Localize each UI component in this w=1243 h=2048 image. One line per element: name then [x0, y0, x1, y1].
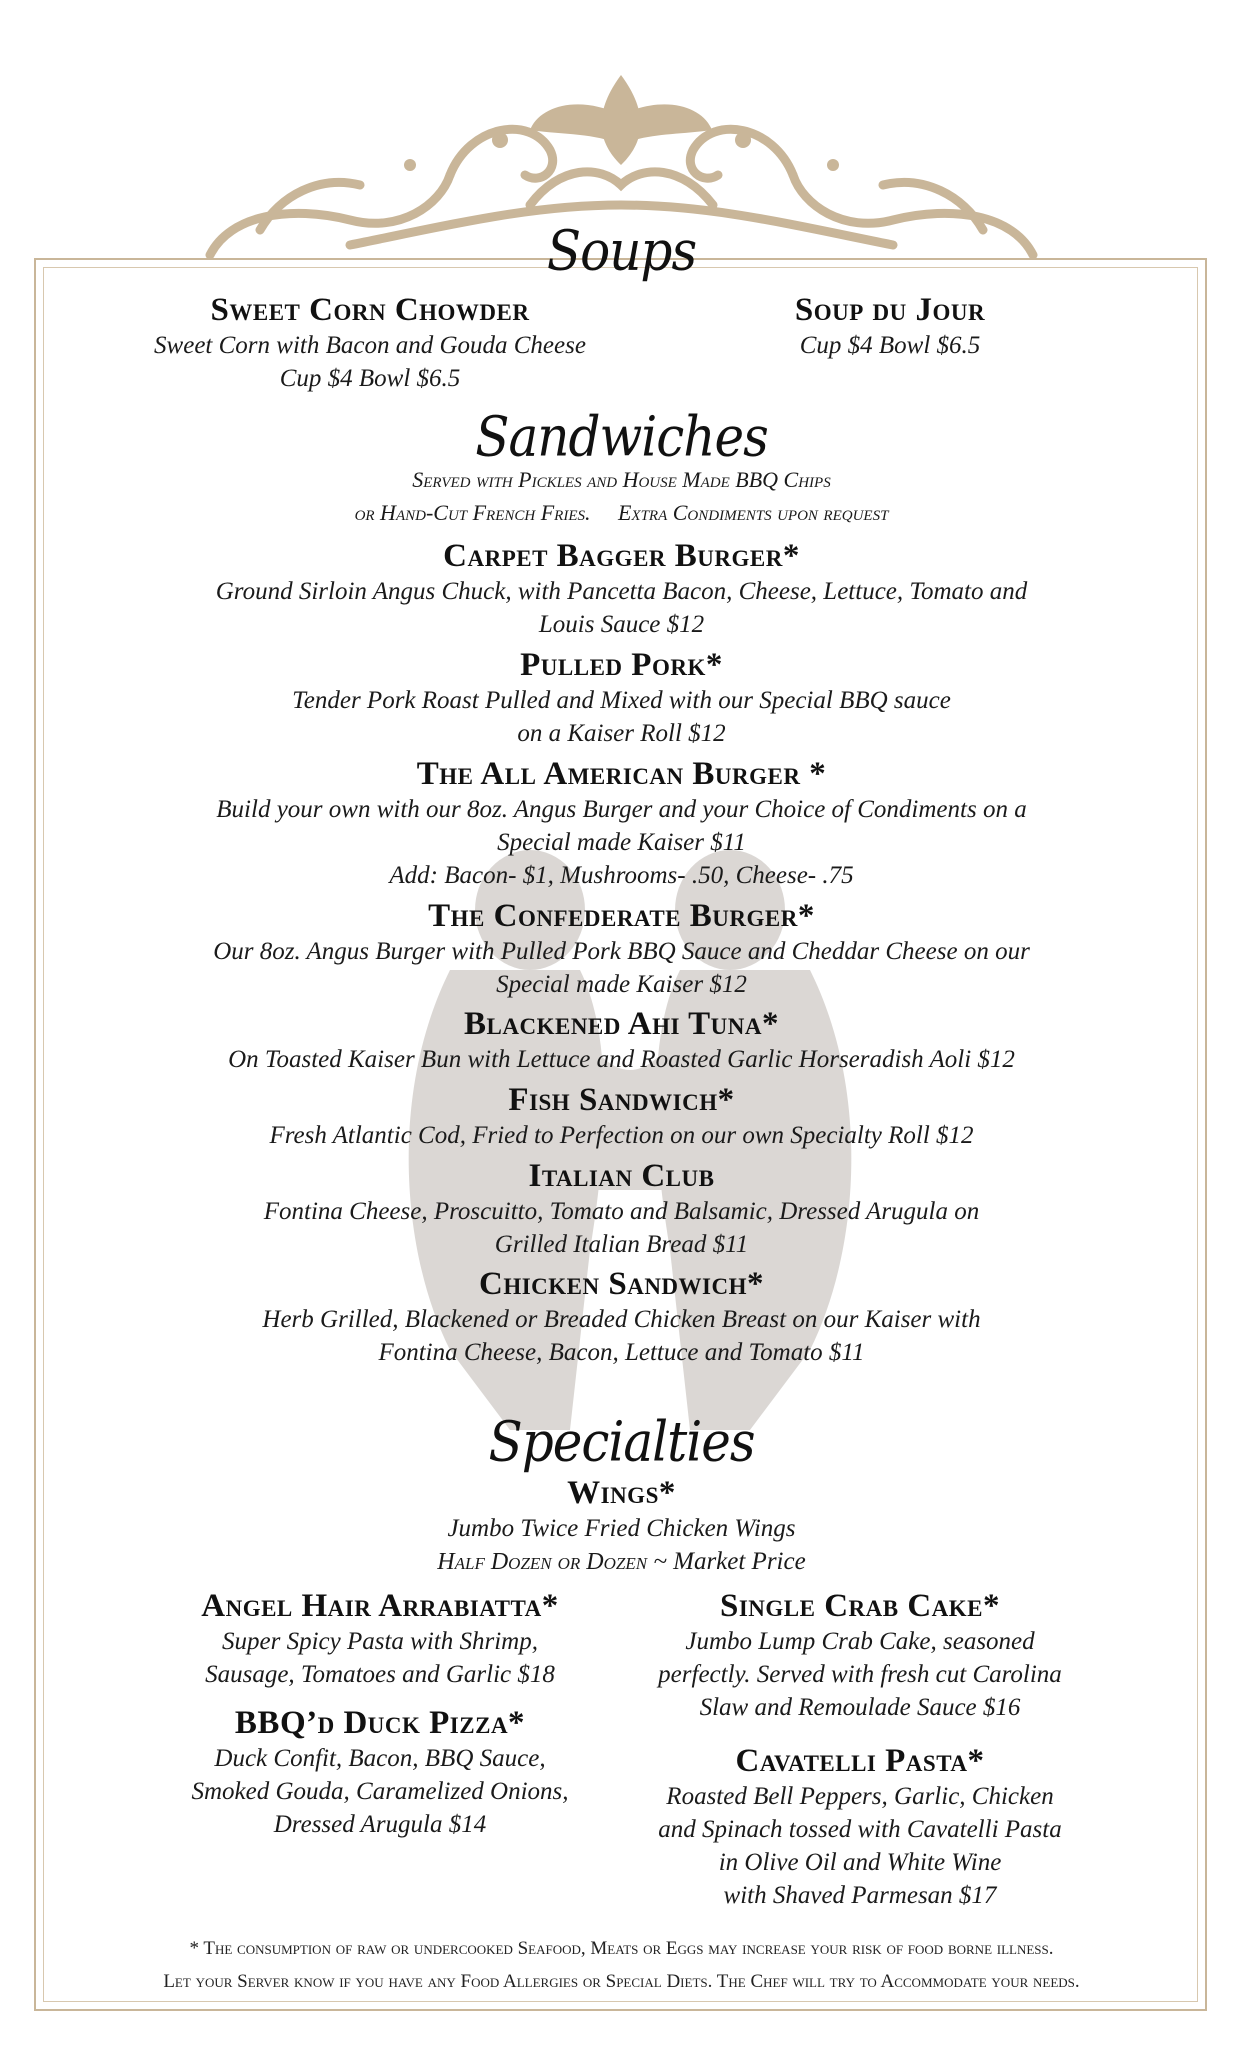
item-name: Italian Club — [528, 1158, 715, 1194]
item-description: Slaw and Remoulade Sauce $16 — [699, 1694, 1021, 1721]
allergy-footnote — [50, 1932, 1193, 1998]
item-description: On Toasted Kaiser Bun with Lettuce and Roasted Garlic Horseradish Aoli $12 — [228, 1046, 1015, 1073]
item-name: Blackened Ahi Tuna* — [464, 1006, 779, 1042]
item-name: Fish Sandwich* — [508, 1082, 735, 1118]
specialties-heading: Specialties — [488, 1410, 755, 1474]
item-description: Dressed Arugula $14 — [273, 1811, 487, 1838]
item-description: Ground Sirloin Angus Chuck, with Pancetta Bacon, Cheese, Lettuce, Tomato and — [215, 578, 1028, 605]
soup-name: Soup du Jour — [794, 292, 986, 328]
item-description: Special made Kaiser $11 — [497, 829, 746, 856]
item-description: Tender Pork Roast Pulled and Mixed with our Special BBQ sauce — [292, 687, 951, 714]
menu-item-cavatelli-pasta — [610, 1743, 1110, 1912]
item-name: Chicken Sandwich* — [478, 1266, 764, 1302]
soup-name: Sweet Corn Chowder — [210, 292, 530, 328]
item-description: Sausage, Tomatoes and Garlic $18 — [205, 1661, 555, 1688]
menu-item-angel-hair-arrabiatta — [140, 1588, 620, 1691]
item-price: ~ Market Price — [653, 1548, 806, 1575]
item-name: Wings* — [567, 1475, 676, 1511]
item-name: The Confederate Burger* — [428, 898, 815, 934]
item-description: Grilled Italian Bread $11 — [494, 1231, 749, 1258]
item-description: Roasted Bell Peppers, Garlic, Chicken — [666, 1783, 1054, 1810]
item-price-line — [100, 1545, 1143, 1579]
item-description: Fontina Cheese, Bacon, Lettuce and Tomato $11 — [378, 1339, 865, 1366]
item-size-options: Half Dozen or Dozen — [437, 1549, 648, 1575]
item-description: Fontina Cheese, Proscuitto, Tomato and Balsamic, Dressed Arugula on — [263, 1198, 980, 1225]
soup-item-sweet-corn-chowder — [100, 292, 640, 395]
soup-item-soup-du-jour — [690, 292, 1090, 362]
item-name: Cavatelli Pasta* — [735, 1743, 985, 1779]
item-description: with Shaved Parmesan $17 — [723, 1882, 997, 1909]
item-name: Angel Hair Arrabiatta* — [201, 1588, 559, 1624]
item-addons: Add: Bacon- $1, Mushrooms- .50, Cheese- .75 — [389, 862, 854, 889]
item-description: Fresh Atlantic Cod, Fried to Perfection on our own Specialty Roll $12 — [269, 1122, 974, 1149]
item-description: Build your own with our 8oz. Angus Burger and your Choice of Condiments on a — [216, 796, 1027, 823]
menu-item-italian-club — [100, 1158, 1143, 1261]
item-description: Smoked Gouda, Caramelized Onions, — [191, 1778, 569, 1805]
item-description: Jumbo Lump Crab Cake, seasoned — [685, 1628, 1035, 1655]
item-description: Special made Kaiser $12 — [496, 971, 747, 998]
item-description: in Olive Oil and White Wine — [718, 1849, 1002, 1876]
soups-heading: Soups — [546, 219, 697, 283]
item-description: on a Kaiser Roll $12 — [517, 720, 726, 747]
menu-item-carpet-bagger-burger — [100, 538, 1143, 641]
item-description: Herb Grilled, Blackened or Breaded Chicken Breast on our Kaiser with — [262, 1306, 981, 1333]
menu-item-blackened-ahi-tuna — [100, 1006, 1143, 1076]
menu-item-pulled-pork — [100, 647, 1143, 750]
menu-item-single-crab-cake — [610, 1588, 1110, 1724]
menu-item-bbq-duck-pizza — [140, 1705, 620, 1841]
menu-item-chicken-sandwich — [100, 1266, 1143, 1369]
item-description: perfectly. Served with fresh cut Carolina — [658, 1661, 1062, 1688]
sandwiches-note-line: Served with Pickles and House Made BBQ Chips — [412, 467, 831, 492]
menu-item-fish-sandwich — [100, 1082, 1143, 1152]
sandwiches-heading: Sandwiches — [475, 405, 768, 469]
menu-item-confederate-burger — [100, 898, 1143, 1001]
footnote-line: Let your Server know if you have any Food Allergies or Special Diets. The Chef will try to Accommodate your needs. — [163, 1971, 1080, 1992]
item-description: Jumbo Twice Fried Chicken Wings — [447, 1515, 796, 1542]
item-description: Super Spicy Pasta with Shrimp, — [222, 1628, 538, 1655]
sandwiches-note-line: or Hand-Cut French Fries. Extra Condiments upon request — [354, 500, 889, 525]
soup-price: Cup $4 Bowl $6.5 — [799, 332, 981, 359]
menu-item-wings — [100, 1475, 1143, 1579]
item-description: Duck Confit, Bacon, BBQ Sauce, — [214, 1745, 546, 1772]
item-name: Single Crab Cake* — [719, 1588, 1001, 1624]
footnote-line: * The consumption of raw or undercooked Seafood, Meats or Eggs may increase your risk of food borne illness. — [189, 1938, 1054, 1959]
item-description: Louis Sauce $12 — [538, 611, 705, 638]
item-description: and Spinach tossed with Cavatelli Pasta — [658, 1816, 1062, 1843]
soup-description: Sweet Corn with Bacon and Gouda Cheese — [154, 332, 586, 359]
item-name: Pulled Pork* — [520, 647, 723, 683]
item-name: The All American Burger * — [416, 756, 827, 792]
sandwiches-note — [100, 463, 1143, 529]
item-name: Carpet Bagger Burger* — [443, 538, 800, 574]
soup-price: Cup $4 Bowl $6.5 — [279, 365, 461, 392]
menu-item-all-american-burger — [100, 756, 1143, 892]
item-name: BBQ’d Duck Pizza* — [234, 1705, 526, 1741]
item-description: Our 8oz. Angus Burger with Pulled Pork BBQ Sauce and Cheddar Cheese on our — [213, 938, 1030, 965]
